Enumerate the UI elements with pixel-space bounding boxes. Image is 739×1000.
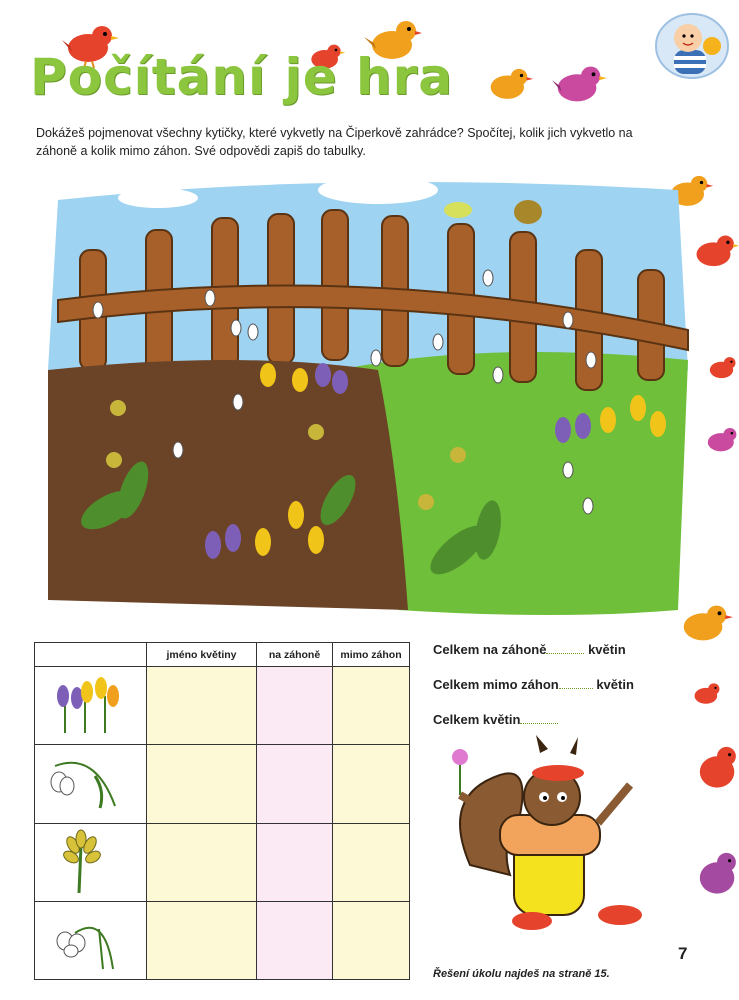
bird-icon bbox=[690, 676, 724, 710]
snowflake-flower-icon bbox=[35, 901, 147, 979]
garden-illustration bbox=[38, 170, 698, 620]
in-bed-count-cell[interactable] bbox=[257, 823, 333, 901]
total-in-bed-line bbox=[433, 642, 626, 657]
child-logo-icon bbox=[654, 12, 730, 80]
table-row bbox=[35, 667, 410, 745]
column-header bbox=[35, 643, 147, 667]
bird-icon bbox=[704, 350, 739, 384]
in-bed-count-cell[interactable] bbox=[257, 745, 333, 823]
table-row bbox=[35, 745, 410, 823]
table-header-row bbox=[35, 643, 410, 667]
instructions-text: Dokážeš pojmenovat všechny kytičky, které vykvetly na Čiperkově zahrádce? Spočítej, kolik jich vykvetlo na záhoně a kolik mimo záhon. Své odpovědi zapiš do tabulky. bbox=[36, 126, 633, 158]
answer-blank[interactable] bbox=[559, 679, 593, 689]
bird-icon bbox=[700, 414, 739, 464]
outside-bed-count-cell[interactable] bbox=[333, 901, 410, 979]
bird-icon bbox=[692, 730, 739, 806]
flower-name-cell[interactable] bbox=[147, 667, 257, 745]
answer-reference-note: Řešení úkolu najdeš na straně 15. bbox=[433, 968, 610, 980]
outside-bed-count-cell[interactable] bbox=[333, 667, 410, 745]
bird-icon bbox=[484, 58, 534, 108]
column-header: na záhoně bbox=[257, 643, 333, 667]
answer-blank[interactable] bbox=[520, 714, 558, 724]
table-row bbox=[35, 823, 410, 901]
in-bed-count-cell[interactable] bbox=[257, 901, 333, 979]
unit-label: květin bbox=[588, 642, 626, 657]
flower-name-cell[interactable] bbox=[147, 823, 257, 901]
bird-icon bbox=[692, 836, 739, 912]
answer-blank[interactable] bbox=[546, 644, 584, 654]
unit-label: květin bbox=[596, 677, 634, 692]
flower-name-cell[interactable] bbox=[147, 901, 257, 979]
total-outside-bed-line bbox=[433, 677, 634, 692]
in-bed-count-cell[interactable] bbox=[257, 667, 333, 745]
total-in-bed-label: Celkem na záhoně bbox=[433, 642, 547, 657]
snowdrop-icon bbox=[35, 745, 147, 823]
flower-name-cell[interactable] bbox=[147, 745, 257, 823]
outside-bed-count-cell[interactable] bbox=[333, 745, 410, 823]
primrose-icon bbox=[35, 823, 147, 901]
crocus-icon bbox=[35, 667, 147, 745]
page-title: Počítání je hra bbox=[30, 48, 454, 106]
column-header: mimo záhon bbox=[333, 643, 410, 667]
counting-table bbox=[34, 642, 410, 980]
squirrel-illustration bbox=[440, 735, 670, 935]
table-row bbox=[35, 901, 410, 979]
total-flowers-line bbox=[433, 712, 558, 727]
outside-bed-count-cell[interactable] bbox=[333, 823, 410, 901]
total-flowers-label: Celkem květin bbox=[433, 712, 521, 727]
page-number: 7 bbox=[678, 944, 688, 963]
total-outside-bed-label: Celkem mimo záhon bbox=[433, 677, 559, 692]
column-header: jméno květiny bbox=[147, 643, 257, 667]
bird-icon bbox=[550, 56, 608, 110]
